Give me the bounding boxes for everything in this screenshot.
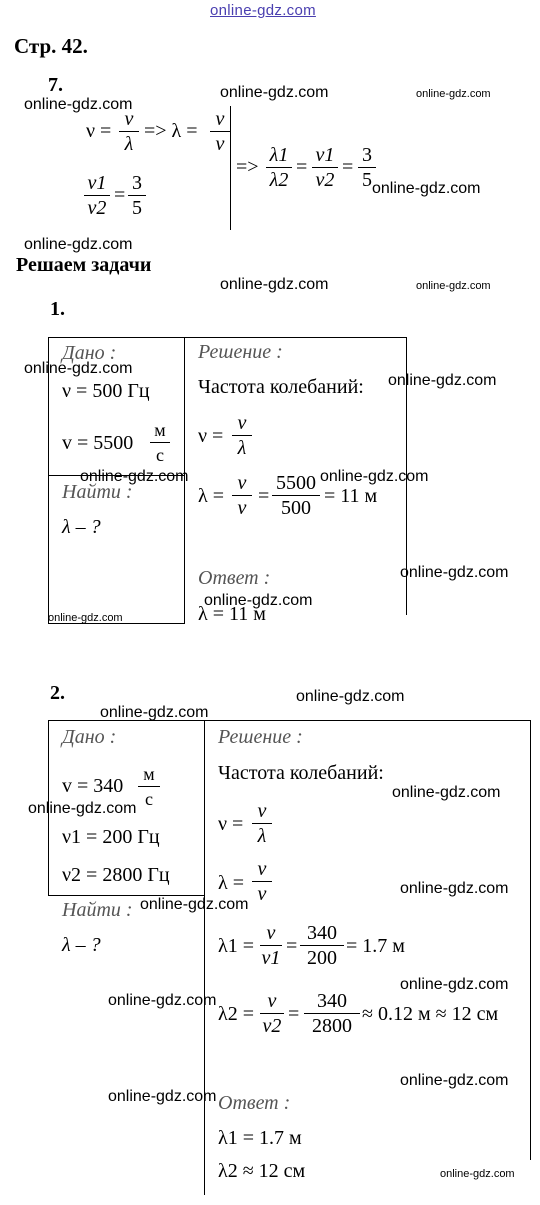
p7-eq1-frac: v λ <box>119 108 139 155</box>
watermark: online-gdz.com <box>100 704 209 721</box>
task-2-f3-lhs: λ1 = <box>218 935 254 957</box>
p7-eq1-mid: => λ = <box>144 120 198 142</box>
p7-eq3-eq2: = <box>342 156 354 178</box>
task-1-formula1-lhs: ν = <box>198 425 224 447</box>
task-2-f4-frac2: 340 2800 <box>304 990 360 1037</box>
task-1-answer-header: Ответ : <box>198 567 271 589</box>
task-2-f4-frac: v ν2 <box>260 990 284 1037</box>
task-2-solution-header: Решение : <box>218 726 303 748</box>
task-2-f4-result: ≈ 0.12 м ≈ 12 см <box>362 1003 499 1025</box>
watermark: online-gdz.com <box>400 976 509 993</box>
watermark: online-gdz.com <box>220 276 329 293</box>
task-1-solution-header: Решение : <box>198 341 283 363</box>
task-2-answer-2: λ2 ≈ 12 см <box>218 1160 306 1182</box>
task-2-solution-text: Частота колебаний: <box>218 762 384 784</box>
watermark: online-gdz.com <box>28 800 137 817</box>
task-2-given-n1: ν1 = 200 Гц <box>62 826 160 848</box>
task-2-speed-unit: м с <box>138 763 160 810</box>
watermark: online-gdz.com <box>320 468 429 485</box>
p7-eq1-lhs: ν = <box>86 120 112 142</box>
watermark: online-gdz.com <box>416 88 491 100</box>
p7-eq3-frac1: λ1 λ2 <box>266 144 292 191</box>
task-2-f3-eq: = <box>286 935 298 957</box>
problem-7-number: 7. <box>48 74 63 96</box>
task-1-find-header: Найти : <box>62 481 133 503</box>
task-2-find-header: Найти : <box>62 899 133 921</box>
task-2-given-speed: v = 340 <box>62 775 124 797</box>
task-1-formula2-frac: v ν <box>232 472 252 519</box>
task-1-speed-unit: м с <box>150 419 170 466</box>
task-2-f1-frac: v λ <box>252 800 272 847</box>
task-2-f3-result: = 1.7 м <box>346 935 405 957</box>
task-2-number: 2. <box>50 682 65 704</box>
task-2-f1-lhs: ν = <box>218 813 244 835</box>
task-2-f3-frac: v ν1 <box>261 922 281 969</box>
task-2-answer-1: λ1 = 1.7 м <box>218 1127 302 1149</box>
p7-eq2-eq: = <box>114 184 126 206</box>
p7-eq3-frac2: ν1 ν2 <box>312 144 338 191</box>
watermark: online-gdz.com <box>440 1168 515 1180</box>
task-2-given-header: Дано : <box>62 726 117 748</box>
task-2-f2-frac: v ν <box>252 858 272 905</box>
task-2-find: λ – ? <box>62 934 101 956</box>
task-1-number: 1. <box>50 298 65 320</box>
watermark: online-gdz.com <box>24 236 133 253</box>
task-2-given-n2: ν2 = 2800 Гц <box>62 864 170 886</box>
watermark-top: online-gdz.com <box>210 2 316 19</box>
task-2-f2-lhs: λ = <box>218 872 244 894</box>
task-1-solution-text: Частота колебаний: <box>198 376 364 398</box>
watermark: online-gdz.com <box>220 84 329 101</box>
p7-eq2-val: 3 5 <box>128 172 146 219</box>
watermark: online-gdz.com <box>372 180 481 197</box>
watermark: online-gdz.com <box>48 612 123 624</box>
task-1-formula1-frac: v λ <box>232 412 252 459</box>
task-1-given-speed: v = 5500 <box>62 432 134 454</box>
watermark: online-gdz.com <box>388 372 497 389</box>
p7-eq3-val: 3 5 <box>358 144 376 191</box>
task-1-formula2-result: = 11 м <box>324 485 378 507</box>
task-1-given-freq: ν = 500 Гц <box>62 380 150 402</box>
p7-eq1-frac2: v ν <box>210 108 230 155</box>
watermark: online-gdz.com <box>400 564 509 581</box>
page-heading: Стр. 42. <box>14 34 88 58</box>
watermark: online-gdz.com <box>400 880 509 897</box>
task-1-formula2-frac2: 5500 500 <box>272 472 320 519</box>
watermark: online-gdz.com <box>140 896 249 913</box>
watermark: online-gdz.com <box>400 1072 509 1089</box>
p7-divider <box>230 106 231 230</box>
task-2-f4-lhs: λ2 = <box>218 1003 254 1025</box>
task-1-answer: λ = 11 м <box>198 603 266 625</box>
p7-eq3-arrow: => <box>236 156 259 178</box>
watermark: online-gdz.com <box>296 688 405 705</box>
watermark: online-gdz.com <box>24 96 133 113</box>
watermark: online-gdz.com <box>392 784 501 801</box>
section-title: Решаем задачи <box>16 254 152 276</box>
p7-eq2-frac: ν1 ν2 <box>84 172 110 219</box>
task-1-formula2-lhs: λ = <box>198 485 224 507</box>
watermark: online-gdz.com <box>108 992 217 1009</box>
watermark: online-gdz.com <box>108 1088 217 1105</box>
watermark: online-gdz.com <box>24 360 133 377</box>
task-2-answer-header: Ответ : <box>218 1092 291 1114</box>
task-1-given-header: Дано : <box>62 342 117 364</box>
p7-eq3-eq1: = <box>296 156 308 178</box>
watermark: online-gdz.com <box>416 280 491 292</box>
task-1-find: λ – ? <box>62 516 101 538</box>
watermark: online-gdz.com <box>204 592 313 609</box>
task-2-f3-frac2: 340 200 <box>300 922 344 969</box>
watermark: online-gdz.com <box>80 468 189 485</box>
task-1-formula2-eq: = <box>258 485 270 507</box>
task-2-f4-eq: = <box>288 1003 300 1025</box>
